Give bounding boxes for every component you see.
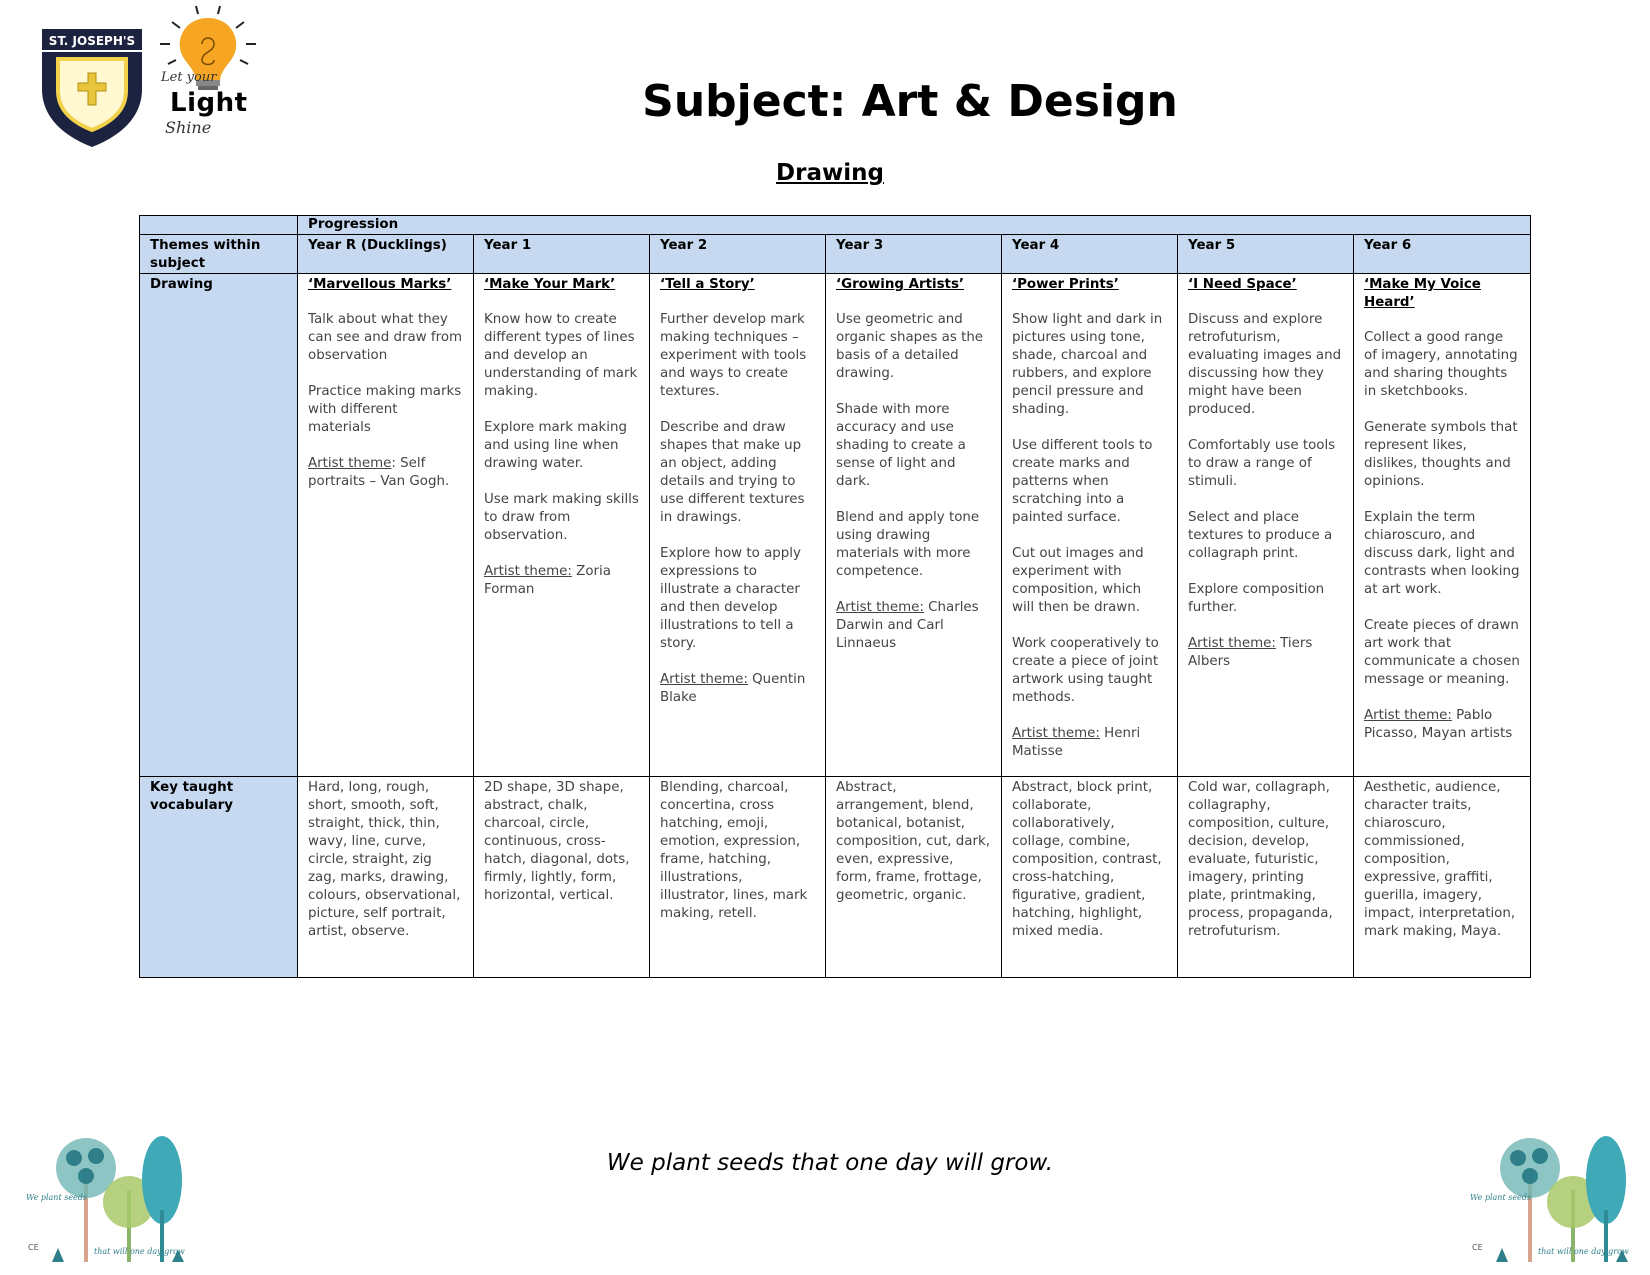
footer-motto: We plant seeds that one day will grow. [606,1150,1054,1176]
vocab-cell: Aesthetic, audience, character traits, chiaroscuro, commissioned, composition, expressive, graffiti, guerilla, imagery, impact, interpretation, mark making, Maya. [1354,777,1531,978]
vocab-cell: Blending, charcoal, concertina, cross hatching, emoji, emotion, expression, frame, hatching, illustrations, illustrator, lines, mark making, retell. [650,777,826,978]
vocab-row-label: Key taught vocabulary [140,777,298,978]
objective-text: Explain the term chiaroscuro, and discuss dark, light and contrasts when looking at art work. [1364,510,1520,597]
objective-text: Show light and dark in pictures using tone, shade, charcoal and rubbers, and explore pencil pressure and shading. [1012,312,1163,417]
artist-theme [1364,707,1520,743]
page-title: Subject: Art & Design [642,76,1178,127]
artist-theme-label: Artist theme: [1364,708,1452,723]
logo-shine-text: Shine [165,118,212,137]
artist-theme-label: Artist theme: [484,564,572,579]
year-header: Year R (Ducklings) [298,235,474,274]
theme-title: ‘Power Prints’ [1012,277,1119,292]
artist-theme-value: Tiers Albers [1188,636,1313,669]
artist-theme-value: Zoria Forman [484,564,611,597]
objective-text: Discuss and explore retrofuturism, evaluating images and discussing how they might have been produced. [1188,312,1342,417]
theme-title: ‘I Need Space’ [1188,277,1297,292]
school-crest-logo [40,27,144,149]
vocab-cell: Cold war, collagraph, collagraphy, composition, culture, decision, develop, evaluate, futuristic, imagery, printing plate, printmaking, process, propaganda, retrofuturism. [1178,777,1354,978]
trees-decoration-icon [1466,1130,1646,1270]
year-header: Year 4 [1002,235,1178,274]
theme-cell [1178,274,1354,777]
vocab-cell: Abstract, block print, collaborate, collaboratively, collage, combine, composition, contrast, cross-hatching, figurative, gradient, hatching, highlight, mixed media. [1002,777,1178,978]
tree-text-bottom: that will one day grow [1538,1247,1629,1256]
theme-cell [826,274,1002,777]
objective-text: Select and place textures to produce a collagraph print. [1188,510,1333,561]
artist-theme-value: Pablo Picasso, Mayan artists [1364,708,1513,741]
objective-text: Talk about what they can see and draw from observation [308,312,463,363]
year-header: Year 2 [650,235,826,274]
crest-text: ST. JOSEPH'S [48,34,136,48]
theme-title: ‘Tell a Story’ [660,277,755,292]
objective-text: Generate symbols that represent likes, dislikes, thoughts and opinions. [1364,420,1518,489]
artist-theme [484,563,639,599]
year-header: Year 3 [826,235,1002,274]
artist-theme [1188,635,1343,671]
theme-title: ‘Make My Voice Heard’ [1364,277,1481,310]
tree-text-top: We plant seeds [26,1193,88,1202]
objective-text: Create pieces of drawn art work that communicate a chosen message or meaning. [1364,618,1520,687]
artist-theme [1012,725,1167,761]
artist-theme [308,455,463,491]
corner-cell [140,216,298,235]
theme-cell [474,274,650,777]
page-subtitle: Drawing [776,160,884,186]
theme-cell [298,274,474,777]
objective-text: Comfortably use tools to draw a range of stimuli. [1188,438,1336,489]
trees-decoration-icon [22,1130,202,1270]
themes-header: Themes within subject [140,235,298,274]
vocab-cell: 2D shape, 3D shape, abstract, chalk, charcoal, circle, continuous, cross-hatch, diagonal, dots, firmly, lightly, form, horizontal, vertical. [474,777,650,978]
artist-theme-value: Henri Matisse [1012,726,1141,759]
theme-cell [1354,274,1531,777]
artist-theme-label: Artist theme: [1188,636,1276,651]
artist-theme-value: Charles Darwin and Carl Linnaeus [836,600,979,651]
theme-cell [650,274,826,777]
objective-text: Explore how to apply expressions to illustrate a character and then develop illustrations to tell a story. [660,546,801,651]
objective-text: Explore composition further. [1188,582,1325,615]
objective-text: Collect a good range of imagery, annotating and sharing thoughts in sketchbooks. [1364,330,1518,399]
artist-theme-label: Artist theme: [1012,726,1100,741]
objective-text: Explore mark making and using line when drawing water. [484,420,627,471]
tree-text-top: We plant seeds [1470,1193,1532,1202]
vocab-cell: Abstract, arrangement, blend, botanical, botanist, composition, cut, dark, even, expressive, form, frame, frottage, geometric, organic. [826,777,1002,978]
artist-theme-value: Quentin Blake [660,672,806,705]
theme-cell [1002,274,1178,777]
tree-badge: CE [1472,1243,1483,1252]
tree-badge: CE [28,1243,39,1252]
drawing-row-label: Drawing [140,274,298,777]
year-header: Year 6 [1354,235,1531,274]
artist-theme-label: Artist theme [308,456,392,471]
objective-text: Further develop mark making techniques – experiment with tools and ways to create textures. [660,312,807,399]
progression-header: Progression [298,216,1531,235]
objective-text: Describe and draw shapes that make up an object, adding details and trying to use different textures in drawings. [660,420,805,525]
vocab-cell: Hard, long, rough, short, smooth, soft, straight, thick, thin, wavy, line, curve, circle, straight, zig zag, marks, drawing, colours, observational, picture, self portrait, artist, observe. [298,777,474,978]
objective-text: Use different tools to create marks and patterns when scratching into a painted surface. [1012,438,1153,525]
objective-text: Cut out images and experiment with composition, which will then be drawn. [1012,546,1144,615]
objective-text: Shade with more accuracy and use shading to create a sense of light and dark. [836,402,966,489]
objective-text: Use mark making skills to draw from observation. [484,492,639,543]
artist-theme-label: Artist theme: [836,600,924,615]
artist-theme-label: Artist theme: [660,672,748,687]
objective-text: Practice making marks with different materials [308,384,462,435]
year-header: Year 5 [1178,235,1354,274]
tree-text-bottom: that will one day grow [94,1247,185,1256]
year-header: Year 1 [474,235,650,274]
artist-theme-value: : Self portraits – Van Gogh. [308,456,450,489]
objective-text: Use geometric and organic shapes as the basis of a detailed drawing. [836,312,984,381]
progression-table [139,215,1531,978]
theme-title: ‘Make Your Mark’ [484,277,616,292]
objective-text: Blend and apply tone using drawing materials with more competence. [836,510,980,579]
artist-theme [660,671,815,707]
objective-text: Know how to create different types of lines and develop an understanding of mark making. [484,312,638,399]
theme-title: ‘Growing Artists’ [836,277,965,292]
logo-small-text: Let your [161,70,217,85]
artist-theme [836,599,991,653]
objective-text: Work cooperatively to create a piece of joint artwork using taught methods. [1012,636,1159,705]
logo-word: Light [170,88,248,118]
theme-title: ‘Marvellous Marks’ [308,277,452,292]
